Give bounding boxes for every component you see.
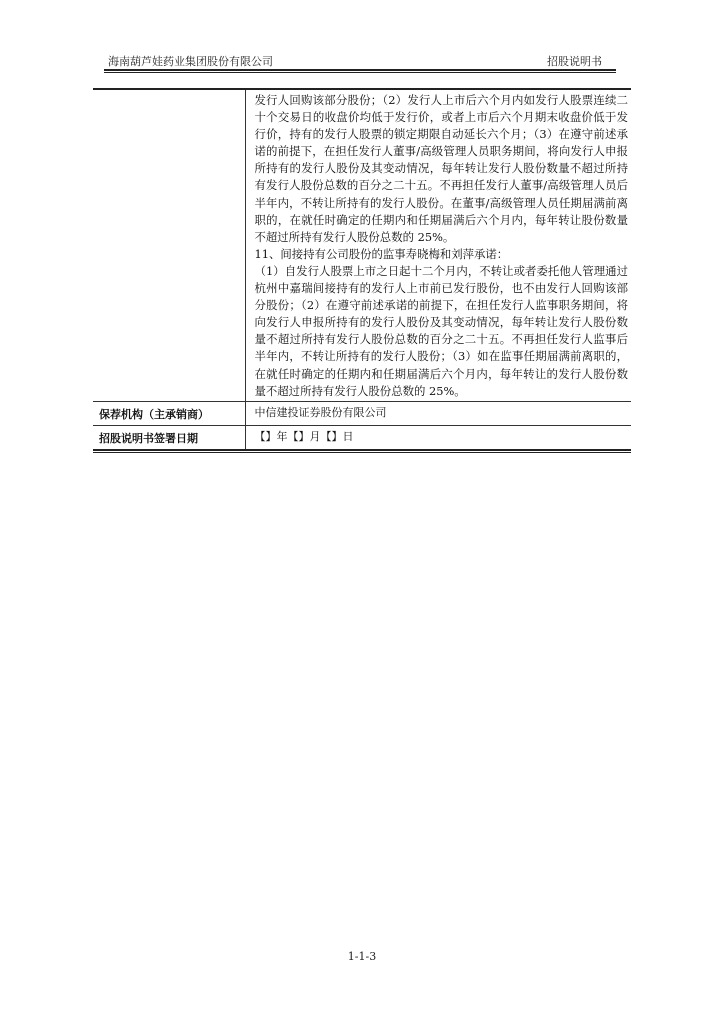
commitment-continuation-text: 发行人回购该部分股份；（2）发行人上市后六个月内如发行人股票连续二十个交易日的收盘价均低于发行价，或者上市后六个月期末收盘价低于发行价，持有的发行人股票的锁定期限自动延长六个月；（3）在遵守前述承诺的前提下，在担任发行人董事/高级管理人员职务期间，将向发行人申报所持有的发行人股份及其变动情况，每年转让发行人股份数量不超过所持有发行人股份总数的百分之二十五。不再担任发行人董事/高级管理人员后半年内，不转让所持有的发行人股份。在董事/高级管理人员任期届满前离职的，在就任时确定的任期内和任期届满后六个月内，每年转让股份数量不超过所持有发行人股份总数的 25%。	[254, 93, 628, 244]
commitment-item-11-title: 11、间接持有公司股份的监事寿晓梅和刘萍承诺：	[254, 246, 509, 261]
sponsor-value: 中信建投证券股份有限公司	[245, 401, 631, 425]
sign-date-label: 招股说明书签署日期	[93, 425, 245, 450]
table-row-sign-date	[93, 425, 631, 450]
commitments-value-cell	[245, 89, 631, 401]
header-rule-secondary	[104, 72, 616, 73]
commitment-item-11-body: （1）自发行人股票上市之日起十二个月内，不转让或者委托他人管理通过杭州中嘉瑞间接持有的发行人上市前已发行股份，也不由发行人回购该部分股份；（2）在遵守前述承诺的前提下，在担任发行人监事职务期间，将向发行人申报所持有的发行人股份及其变动情况，每年转让发行人股份数量不超过所持有发行人股份总数的百分之二十五。不再担任发行人监事后半年内，不转让所持有的发行人股份；（3）如在监事任期届满前离职的，在就任时确定的任期内和任期届满后六个月内，每年转让的发行人股份数量不超过所持有发行人股份总数的 25%。	[254, 263, 628, 398]
page-number: 1-1-3	[347, 950, 377, 963]
offering-info-table	[93, 88, 631, 451]
sponsor-label: 保荐机构（主承销商）	[93, 401, 245, 425]
header-rule	[104, 69, 616, 71]
table-row-commitments	[93, 89, 631, 401]
commitments-label-cell	[93, 89, 245, 401]
sign-date-value: 【】年【】月【】日	[245, 425, 631, 450]
page-header	[104, 52, 616, 69]
table-bottom-rule	[93, 452, 631, 453]
header-company-name: 海南葫芦娃药业集团股份有限公司	[108, 55, 273, 68]
table-row-sponsor	[93, 401, 631, 425]
header-document-type: 招股说明书	[547, 55, 602, 68]
